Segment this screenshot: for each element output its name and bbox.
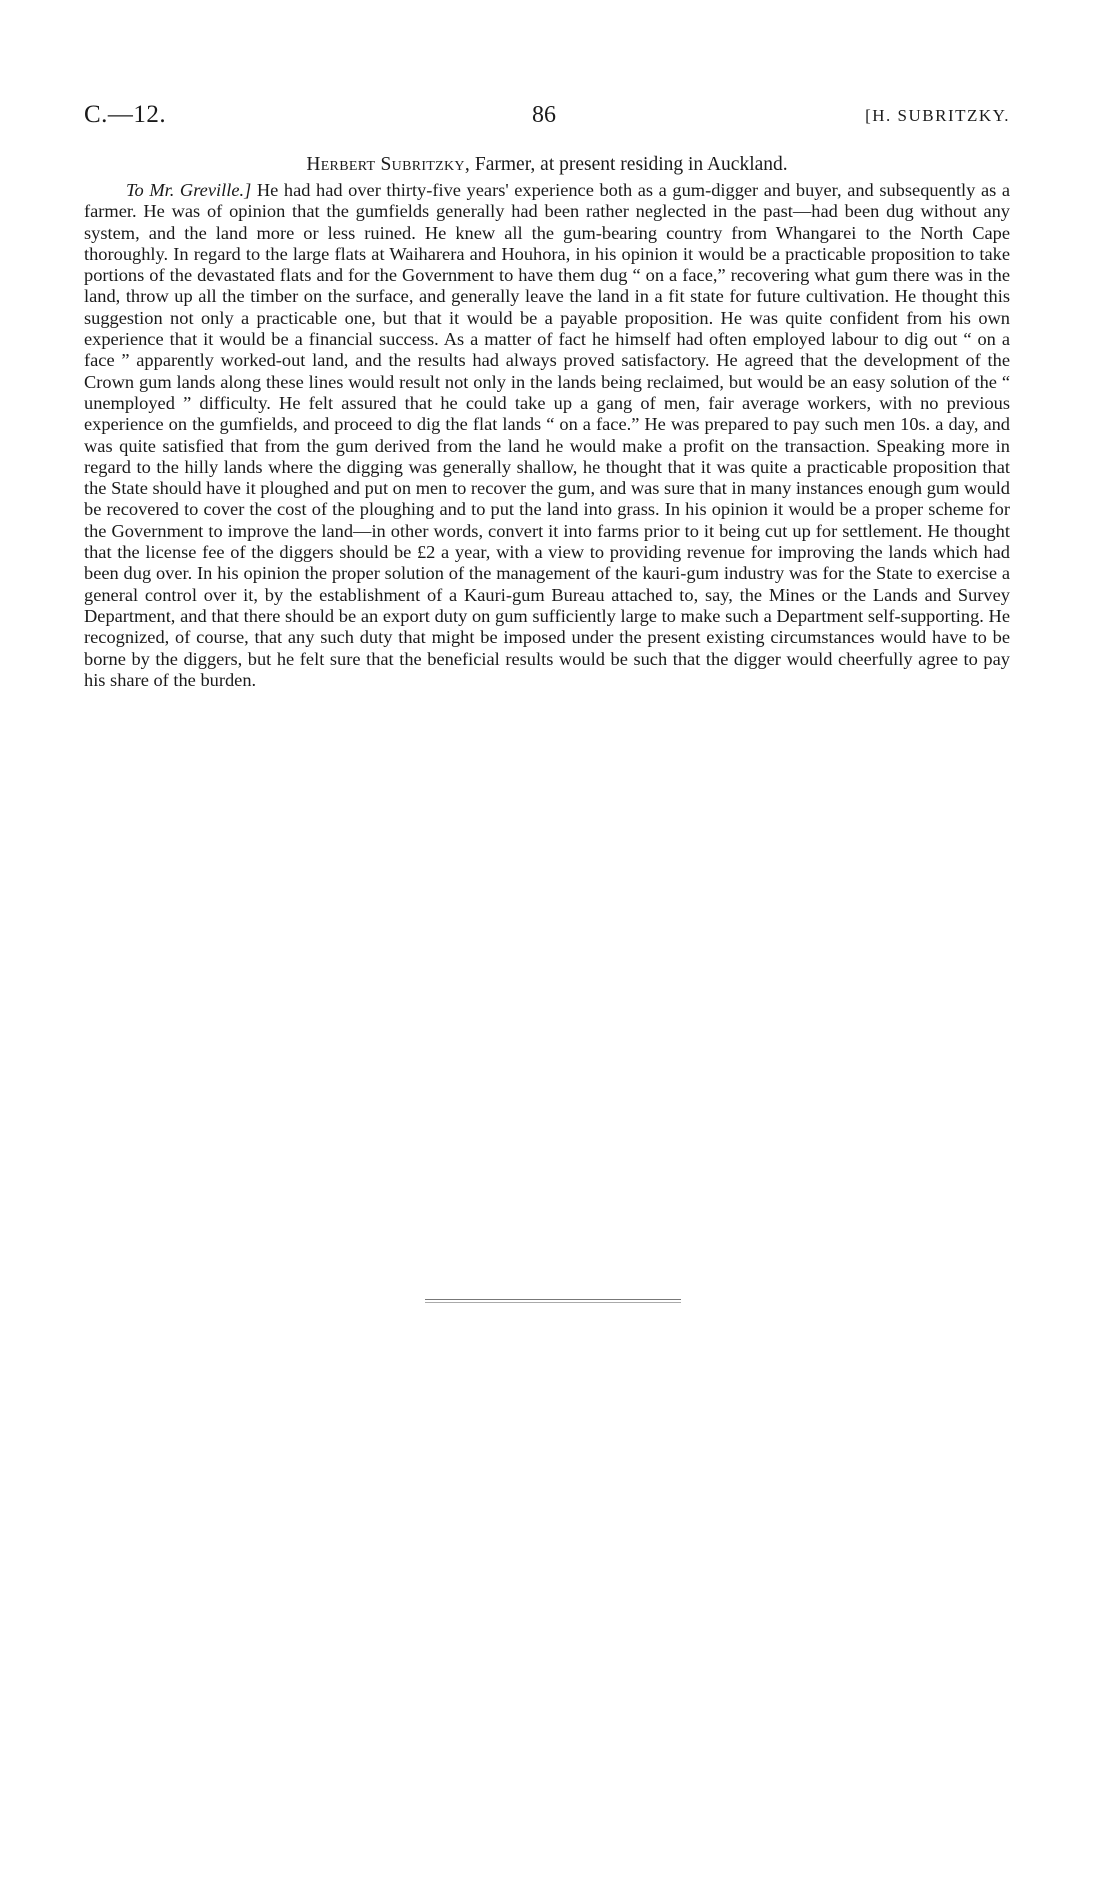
- running-head: [H. SUBRITZKY.: [865, 106, 1010, 125]
- page-number: 86: [532, 102, 556, 128]
- witness-description: Farmer, at present residing in Auckland.: [474, 154, 788, 175]
- document-code: C.—12.: [84, 101, 167, 128]
- section-divider: [425, 1299, 681, 1300]
- section-divider-lower: [425, 1302, 681, 1303]
- witness-name: Herbert Subritzky,: [306, 154, 471, 175]
- testimony-addressee: To Mr. Greville.]: [126, 180, 252, 200]
- testimony-paragraph: [84, 180, 1010, 691]
- testimony-text: He had had over thirty-five years' experience both as a gum-digger and buyer, and subsequently as a farmer. He was of opinion that the gumfields generally had been rather neglected in the past—had been dug without any system, and the land more or less ruined. He knew all the gum-bearing country from Whangarei to the North Cape thoroughly. In regard to the large flats at Waiharera and Houhora, in his opinion it would be a practicable proposition to take portions of the devastated flats and for the Government to have them dug “ on a face,” recovering what gum there was in the land, throw up all the timber on the surface, and generally leave the land in a fit state for future cultivation. He thought this suggestion not only a practicable one, but that it would be a payable proposition. He was quite confident from his own experience that it would be a financial success. As a matter of fact he himself had often employed labour to dig out “ on a face ” apparently worked-out land, and the results had always proved satisfactory. He agreed that the development of the Crown gum lands along these lines would result not only in the lands being reclaimed, but would be an easy solution of the “ unemployed ” difficulty. He felt assured that he could take up a gang of men, fair average workers, with no previous experience on the gumfields, and proceed to dig the flat lands “ on a face.” He was prepared to pay such men 10s. a day, and was quite satisfied that from the gum derived from the land he would make a profit on the transaction. Speaking more in regard to the hilly lands where the digging was generally shallow, he thought that it was quite a practicable proposition that the State should have it ploughed and put on men to recover the gum, and was sure that in many instances enough gum would be recovered to cover the cost of the ploughing and to put the land into grass. In his opinion it would be a proper scheme for the Government to improve the land—in other words, convert it into farms prior to it being cut up for settlement. He thought that the license fee of the diggers should be £2 a year, with a view to providing revenue for improving the lands which had been dug over. In his opinion the proper solution of the management of the kauri-gum industry was for the State to exercise a general control over it, by the establishment of a Kauri-gum Bureau attached to, say, the Mines or the Lands and Survey Department, and that there should be an export duty on gum sufficiently large to make such a Department self-supporting. He recognized, of course, that any such duty that might be imposed under the present existing circumstances would have to be borne by the diggers, but he felt sure that the beneficial results would be such that the digger would cheerfully agree to pay his share of the burden.: [84, 180, 1010, 690]
- witness-heading: [84, 154, 1010, 176]
